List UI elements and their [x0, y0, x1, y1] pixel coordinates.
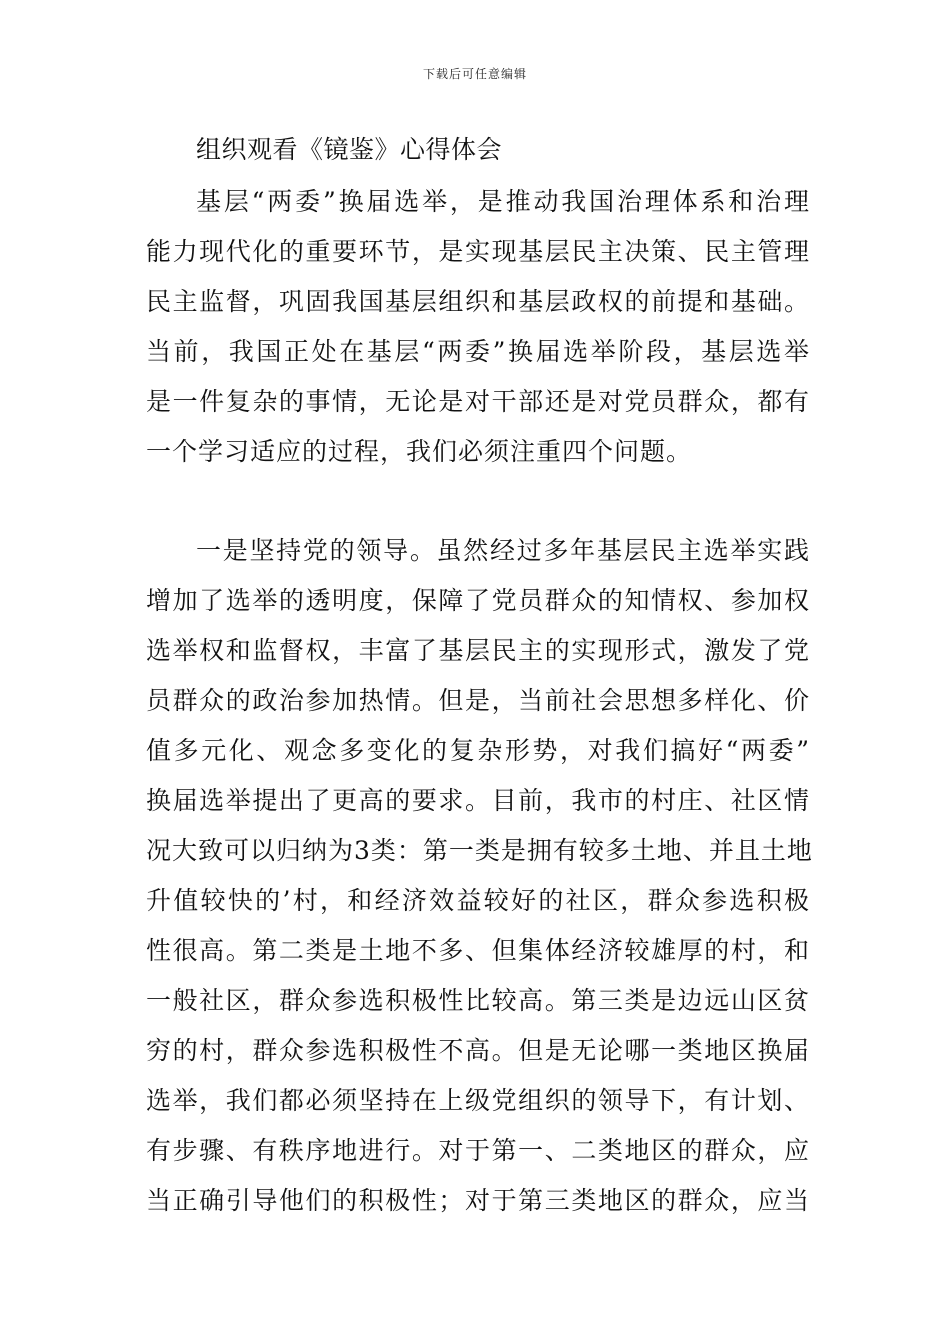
paragraph-line: 换届选举提出了更高的要求。目前，我市的村庄、社区情: [146, 786, 810, 815]
paragraph-line: 况大致可以归纳为3类：第一类是拥有较多土地、并且土地: [146, 836, 813, 865]
paragraph-line: 值多元化、观念多变化的复杂形势，对我们搞好“两委”: [146, 736, 810, 765]
paragraph-line: 有步骤、有秩序地进行。对于第一、二类地区的群众，应: [146, 1136, 810, 1165]
paragraph-line: 当正确引导他们的积极性；对于第三类地区的群众，应当: [146, 1186, 810, 1215]
paragraph-line: 升值较快的’村，和经济效益较好的社区，群众参选积极: [146, 886, 810, 915]
paragraph-line: 穷的村，群众参选积极性不高。但是无论哪一类地区换届: [146, 1036, 810, 1065]
paragraph-line: 基层“两委”换届选举，是推动我国治理体系和治理: [196, 187, 810, 216]
paragraph-line: 性很高。第二类是土地不多、但集体经济较雄厚的村，和: [146, 936, 810, 965]
paragraph-line: 能力现代化的重要环节，是实现基层民主决策、民主管理: [146, 237, 810, 266]
paragraph-line: 是一件复杂的事情，无论是对干部还是对党员群众，都有: [146, 387, 810, 416]
paragraph-line: 增加了选举的透明度，保障了党员群众的知情权、参加权: [146, 586, 810, 615]
paragraph-line: 民主监督，巩固我国基层组织和基层政权的前提和基础。: [146, 287, 810, 316]
paragraph-line: 选举权和监督权，丰富了基层民主的实现形式，激发了党: [146, 636, 810, 665]
document-title: 组织观看《镜鉴》心得体会: [196, 135, 503, 164]
paragraph-line: 选举，我们都必须坚持在上级党组织的领导下，有计划、: [146, 1086, 810, 1115]
page-header: 下载后可任意编辑: [422, 67, 527, 81]
paragraph-line: 员群众的政治参加热情。但是，当前社会思想多样化、价: [146, 686, 810, 715]
paragraph-line: 一个学习适应的过程，我们必须注重四个问题。: [146, 437, 693, 466]
paragraph-line: 当前，我国正处在基层“两委”换届选举阶段，基层选举: [146, 337, 810, 366]
paragraph-point-one: [146, 526, 813, 1226]
paragraph-intro: [146, 177, 810, 477]
paragraph-line: 一是坚持党的领导。虽然经过多年基层民主选举实践: [196, 536, 810, 565]
paragraph-line: 一般社区，群众参选积极性比较高。第三类是边远山区贫: [146, 986, 810, 1015]
